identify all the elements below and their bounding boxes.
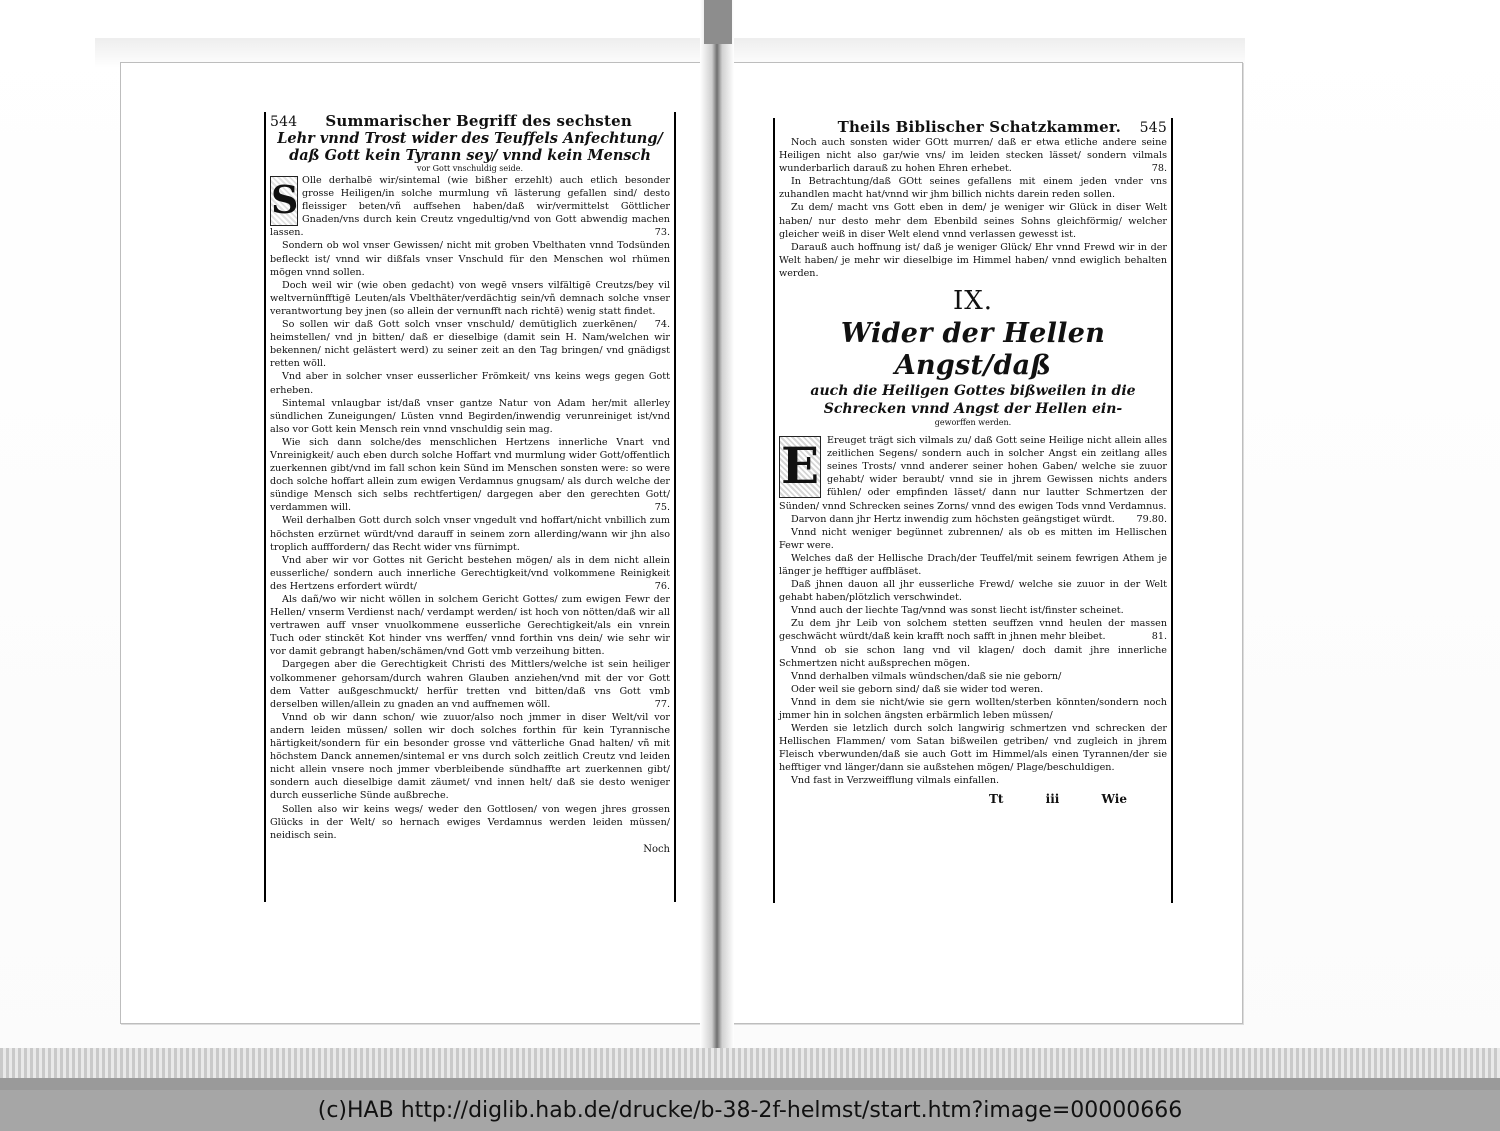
right-paragraph-text: Vnd fast in Verzweifflung vilmals einfallen. — [791, 775, 1000, 787]
book-spine — [700, 0, 734, 1090]
right-paragraph — [779, 774, 1167, 787]
left-paragraph — [270, 279, 670, 331]
right-paragraph — [779, 683, 1167, 696]
shelf-shadow — [0, 1078, 1500, 1090]
left-paragraphs — [270, 174, 670, 842]
left-text-block — [264, 112, 676, 902]
left-paragraph-text: Olle derhalbē wir/sintemal (wie bißher erzehlt) auch etlich besonder grosse Heiligen/in solche murmlung vñ lästerung gefallen sind/ desto fleissiger beten/vñ auffsehen haben/daß wir/vermittelst Göttlicher Gnaden/vns durch kein Creutz vngedultig/vnd von Gott abwendig machen lassen. — [270, 175, 670, 239]
right-paragraph-text: Zu dem jhr Leib von solchem stetten seuffzen vnnd heulen der massen geschwächt würdt/daß kein krafft noch safft in jhnen mehr bleibet. — [779, 618, 1167, 643]
left-catchword: Noch — [643, 843, 670, 855]
right-top-paragraph-text: In Betrachtung/daß GOtt seines gefallens mit einem jeden vnder vns zuhandlen macht hat/vnnd wir jhm billich nichts darein reden sollen. — [779, 176, 1167, 201]
left-paragraph — [270, 436, 670, 515]
left-paragraph — [270, 711, 670, 803]
footer-copyright: (c)HAB http://diglib.hab.de/drucke/b-38-2f-helmst/start.htm?image=00000666 — [317, 1098, 1183, 1123]
left-marginal-number: 74. — [654, 319, 670, 331]
chapter-number: IX. — [952, 286, 994, 317]
right-paragraph-text: Vnnd nicht weniger begünnet zubrennen/ als ob es mitten im Hellischen Fewr were. — [779, 526, 1167, 551]
right-top-paragraph — [779, 175, 1167, 201]
right-paragraph — [779, 513, 1167, 526]
right-paragraph-text: Welches daß der Hellische Drach/der Teuffel/mit seinem fewrigen Athem je länger je hefftiger auffbläset. — [779, 552, 1167, 577]
right-paragraph — [779, 604, 1167, 617]
left-paragraph — [270, 593, 670, 658]
left-paragraph-text: Wie sich dann solche/des menschlichen Hertzens innerliche Vnart vnd Vnreinigkeit/ auch eben durch solche Hoffart vnd murmlung wider Gott/offentlich zuerkennen gibt/vnd im fall schon kein Sünd im Menschen sonsten were: so were doch solche hoffart allein zum ewigen Verdamnus gnugsam/ als durch welche der sündige Mensch sich selbs rechtfertigen/ dargegen aber den gerechten Gott/ verdammen will. — [270, 436, 670, 514]
right-paragraphs-top — [779, 136, 1167, 280]
left-paragraph-text: So sollen wir daß Gott solch vnser vnschuld/ demütiglich zuerkēnen/ heimstellen/ vnd jn bitten/ daß er dieselbige (damit sein H. Nam/welchen wir bekennen/ nicht gelästert werd) zu seiner zeit an den Tag bringen/ vnd gnädigst retten wöll. — [270, 319, 670, 370]
right-top-paragraph-text: Darauß auch hoffnung ist/ daß je weniger Glück/ Ehr vnnd Frewd wir in der Welt haben/ je mehr wir dieselbige im Himmel haben/ vnnd ewiglich behalten werden. — [779, 241, 1167, 279]
left-paragraph — [270, 370, 670, 396]
left-paragraph-text: Dargegen aber die Gerechtigkeit Christi des Mittlers/welche ist sein heiliger volkommener gehorsam/durch wahren Glauben anziehen/vnd mit der vor Gott dem Vatter außgeschmuckt/ herfür tretten vnd bitten/daß vns Gott vmb derselben willen/allein zu gnaden an vnd auffnemen wöll. — [270, 659, 670, 710]
right-text-block — [773, 118, 1173, 903]
right-paragraph — [779, 526, 1167, 552]
left-running-head — [270, 112, 670, 130]
left-paragraph-text: Vnd aber in solcher vnser eusserlicher Frömkeit/ vns keins wegs gegen Gott erheben. — [270, 371, 670, 396]
right-catchword: Wie — [1101, 791, 1127, 806]
right-paragraph-text: Vnnd derhalben vilmals wündschen/daß sie nie geborn/ — [791, 670, 1062, 682]
right-paragraph-text: Ereuget trägt sich vilmals zu/ daß Gott seine Heilige nicht allein alles zeitlichen Segens/ sondern auch in solcher Angst ein zeitlang alles seines Trosts/ vnnd anderer seiner hohen Gaben/ welche sie zuuor gehabt/ wider beraubt/ vnnd sie in jhrem Gewissen nichts anders fühlen/ oder empfinden lässet/ dann nur lautter Schmertzen der Sünden/ vnnd Schrecken seines Zorns/ vnnd des ewigen Tods vnnd Verdamnus. — [779, 435, 1167, 512]
left-marginal-number: 75. — [654, 502, 670, 514]
right-running-title: Theils Biblischer Schatzkammer. — [837, 118, 1122, 136]
right-paragraph — [779, 722, 1167, 774]
footer-bar — [0, 1090, 1500, 1131]
right-paragraph-text: Vnnd ob sie schon lang vnd vil klagen/ doch damit jhre innerliche Schmertzen nicht außsprechen mögen. — [779, 644, 1167, 669]
right-paragraph — [779, 644, 1167, 670]
right-marginal-number: 81. — [1151, 631, 1167, 643]
right-paragraph-text: Werden sie letzlich durch solch langwirig schmertzen vnd schrecken der Hellischen Flammen/ vom Satan bißweilen getriben/ vnd zugleich in jhrem Fleisch vberwunden/daß sie auch Gott im Himmel/als einen Tyrannen/der sie hefftiger vnd länger/dann sie außstehen mögen/ Plage/beschuldigen. — [779, 723, 1167, 774]
right-paragraph — [779, 578, 1167, 604]
signature-mark: Tt — [989, 791, 1004, 806]
left-marginal-number: 76. — [654, 580, 670, 592]
right-paragraph-text: Oder weil sie geborn sind/ daß sie wider tod weren. — [791, 683, 1044, 695]
right-paragraph-text: Vnnd in dem sie nicht/wie sie gern wollten/sterben könnten/sondern noch jmmer hin in solchen ängsten erbärmlich leben müssen/ — [779, 696, 1167, 721]
signature-line — [779, 792, 1167, 806]
right-paragraph — [779, 670, 1167, 683]
left-paragraph-text: Sintemal vnlaugbar ist/daß vnser gantze Natur von Adam her/mit allerley sündlichen Zuneigungen/ Lüsten vnnd Begirden/inwendig verunreiniget ist/vnd also vor Gott kein Mensch rein vnnd vnschuldig sein mag. — [270, 397, 670, 435]
left-paragraph-text: Als dañ/wo wir nicht wöllen in solchem Gericht Gottes/ zum ewigen Fewr der Hellen/ vnserm Verdienst nach/ verdampt werden/ ist hoch von nötten/daß wir all vertrawen auff vnser vnuolkommene eusserliche Gerechtigkeit/als ein vnrein Tuch oder stinckēt Kot hinder vns werffen/ vnnd forthin vns dein/ wie sehr wir vor damit gebrangt haben/schämen/vnd Gott vmb verzeihung bitten. — [270, 594, 670, 658]
chapter-subtitle-line-2: Schrecken vnnd Angst der Hellen ein- — [823, 401, 1123, 418]
left-paragraph — [270, 554, 670, 593]
left-initial-letter: S — [270, 176, 298, 226]
left-marginal-number: 77. — [654, 698, 670, 710]
spine-top-shadow — [704, 0, 732, 44]
left-paragraph — [270, 514, 670, 553]
right-top-paragraph — [779, 201, 1167, 240]
right-paragraph-text: Daß jhnen dauon all jhr eusserliche Frewd/ welche sie zuuor in der Welt gehabt haben/plötzlich verschwindet. — [779, 579, 1167, 604]
left-paragraph-text: Vnd aber wir vor Gottes nit Gericht bestehen mögen/ als in dem nicht allein eusserliche/ sondern auch innerliche Gerechtigkeit/vnd volkommene Reinigkeit des Hertzens erfordert würdt/ — [270, 554, 670, 592]
right-top-paragraph — [779, 241, 1167, 280]
left-paragraph-text: Sondern ob wol vnser Gewissen/ nicht mit groben Vbelthaten vnnd Todsünden befleckt ist/ vnnd wir dißfals vnser Vnschuld für den Menschen wol rhümen mögen vnnd sollen. — [270, 240, 670, 278]
left-running-title: Summarischer Begriff des sechsten — [325, 112, 632, 130]
left-heading-line-1: Lehr vnnd Trost wider des Teuffels Anfechtung/ — [277, 130, 663, 147]
right-running-head — [779, 118, 1167, 136]
right-paragraph-text: Darvon dann jhr Hertz inwendig zum höchsten geängstiget würdt. — [791, 513, 1115, 525]
right-paragraph — [779, 552, 1167, 578]
left-paragraph-text: Weil derhalben Gott durch solch vnser vngedult vnd hoffart/nicht vnbillich zum höchsten erzürnet würdt/vnd darauff in seinem zorn allerding/wann wir jhn also troplich aufffordern/ das Recht wider vns fürnimpt. — [270, 515, 670, 553]
right-paragraph — [779, 617, 1167, 643]
right-initial-letter: E — [779, 436, 821, 498]
left-paragraph — [270, 803, 670, 842]
signature-number: iii — [1045, 791, 1060, 806]
right-paragraph — [779, 696, 1167, 722]
left-paragraph — [270, 318, 670, 370]
right-top-paragraph — [779, 136, 1167, 175]
left-paragraph-text: Doch weil wir (wie oben gedacht) von wegē vnsers vilfältigē Creutzs/bey vil weltvernünfftigē Leuten/als Vbelthäter/verdächtig sein/vñ demnach solche vnser verantwortung bey jnen (so allein der vernunfft nach richtē) wenig statt findet. — [270, 279, 670, 317]
left-marginal-number: 73. — [654, 227, 670, 239]
chapter-subtitle-small: geworffen werden. — [934, 418, 1012, 428]
right-top-marginal-number: 78. — [1151, 163, 1167, 175]
chapter-subtitle-line-1: auch die Heiligen Gottes bißweilen in die — [810, 383, 1136, 400]
left-paragraph-text: Sollen also wir keins wegs/ weder den Gottlosen/ von wegen jhres grossen Glücks in der Welt/ so hernach ewiges Verdamnus werden leiden müssen/ neidisch sein. — [270, 803, 670, 841]
right-paragraphs — [779, 434, 1167, 788]
left-heading-small: vor Gott vnschuldig seide. — [416, 164, 524, 173]
right-paragraph-text: Vnnd auch der liechte Tag/vnnd was sonst liecht ist/finster scheinet. — [791, 605, 1124, 617]
left-heading-line-2: daß Gott kein Tyrann sey/ vnnd kein Mensch — [289, 147, 651, 164]
left-paragraph — [270, 658, 670, 710]
left-paragraph — [270, 239, 670, 278]
left-paragraph — [270, 174, 670, 239]
left-paragraph-text: Vnnd ob wir dann schon/ wie zuuor/also noch jmmer in diser Welt/vil vor andern leiden müssen/ sollen wir doch solches forthin für kein Tyrannische härtigkeit/sondern für ein besonder grosse vnd vätterliche Gnad halten/ vñ mit höchstem Danck annemen/sintemal er vns durch solch zeitlich Creutz vnd leiden nicht allein vnsere noch jmmer vberbleibende sündhaffte art zuerkennen gibt/ sondern auch dieselbige damit zäumet/ vnd innen helt/ daß sie desto weniger durch eusserliche Sünde außbreche. — [270, 711, 670, 802]
right-marginal-number: 79.80. — [1136, 513, 1167, 525]
left-paragraph — [270, 397, 670, 436]
right-top-paragraph-text: Zu dem/ macht vns Gott eben in dem/ je weniger wir Glück in diser Welt haben/ nur desto mehr dem Ebenbild seines Sohns gleichförmig/ welcher gleicher weiß in diser Welt elend vnnd verlassen gewesst ist. — [779, 202, 1167, 240]
right-page-number: 545 — [1139, 120, 1167, 136]
chapter-title: Wider der Hellen Angst/daß — [840, 318, 1106, 382]
right-top-paragraph-text: Noch auch sonsten wider GOtt murren/ daß er etwa etliche andere seine Heiligen nicht also gar/wie vns/ im leiden stecken lässet/ sondern vilmals wunderbarlich darauß zu hohen Ehren erhebet. — [779, 137, 1167, 175]
left-page-number: 544 — [270, 114, 298, 130]
